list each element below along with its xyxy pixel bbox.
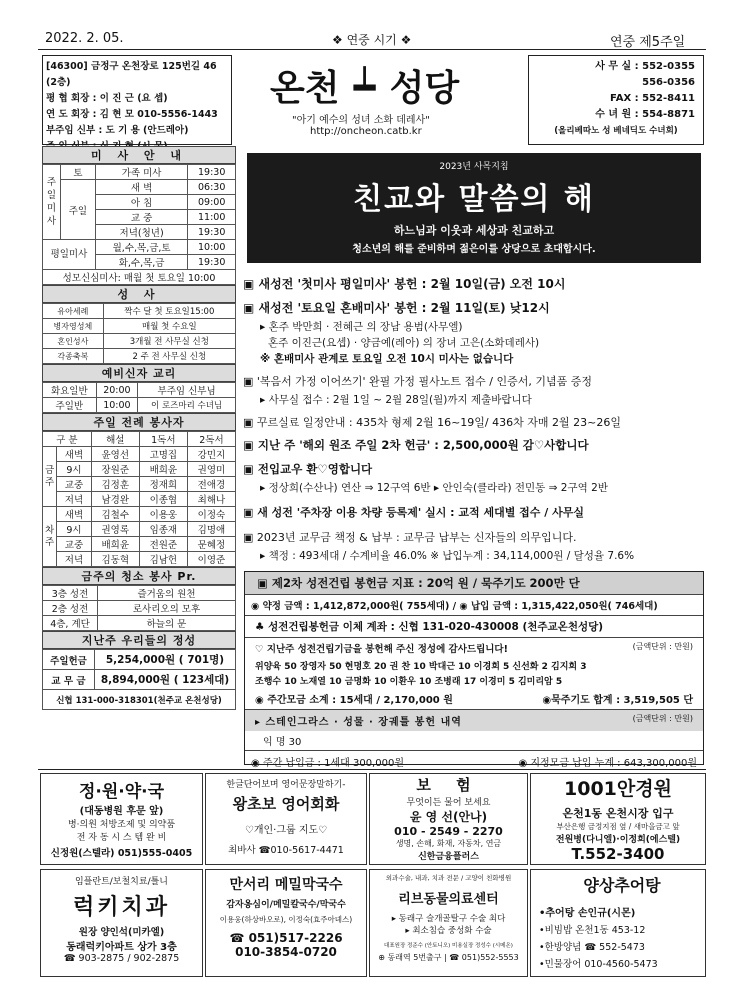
cleaning-table: 3층 성전 즐거움의 원천 2층 성전 로사리오의 모후 4층, 계단 하늘의 문 xyxy=(42,585,236,631)
offering-title: 지난주 우리들의 정성 xyxy=(42,631,236,649)
building-thanks: ♡ 지난주 성전건립기금을 봉헌해 주신 정성에 감사드립니다! xyxy=(255,644,508,655)
cleaning-title: 금주의 청소 봉사 Pr. xyxy=(42,567,236,585)
ad-pharmacy: 정·원·약·국 (대동병원 후문 앞) 병·의원 처방조제 및 의약품 전 자 동 시 스 템 완 비 신정원(스텔라) 051)555-0405 xyxy=(40,773,203,865)
notice-1: ▣ 새성전 '첫미사 평일미사' 봉헌 : 2월 10일(금) 오전 10시 xyxy=(243,277,566,291)
website[interactable]: http://oncheon.catb.kr xyxy=(310,126,422,137)
motto: "아기 예수의 성녀 소화 데레사" xyxy=(292,115,430,126)
notice-2-detail-2: 혼주 이진근(요셉) · 양금예(레아) 의 장녀 고은(소화데레사) xyxy=(268,337,540,349)
ad-chueotang: 양상추어탕 •추어탕 손인규(시몬) •비빔밥 온천1동 453-12 •한방양념 ☎ 552-5473 •민물장어 010-4560-5473 xyxy=(530,869,706,977)
mass-title: 미 사 안 내 xyxy=(42,146,236,164)
contact-box: 사 무 실 : 552-0355 556-0356 FAX : 552-8411 수 녀 원 : 554-8871 (올리베따노 성 베네딕도 수녀회) xyxy=(528,55,704,145)
date: 2022. 2. 05. xyxy=(45,31,124,46)
notice-3: ▣ '복음서 가정 이어쓰기' 완필 가정 필사노트 접수 / 인증서, 기념품 증정 xyxy=(243,375,593,388)
season: ❖ 연중 시기 ❖ xyxy=(332,33,412,47)
mass-table: 주일미사 토 가족 미사 19:30 주일 새 벽 06:30 아 침 09:00 교 중 11:00 저녁(청년) 19:30 평일미사 월,수,목,금,토 10:00 화,수,목,금 19:30 성모신심미사: 매월 첫 토요일 10:00 xyxy=(42,164,236,285)
notice-6-detail: ▸ 정상희(수산나) 연산 ⇒ 12구역 6반 ▸ 안인숙(클라라) 전민동 ⇒ 2구역 2반 xyxy=(260,482,608,494)
ad-noodles: 만서리 메밀막국수 감자옹심이/메밀칼국수/막국수 이용웅(하상바오로), 이정숙(효주아녜스) ☎ 051)517-2226 010-3854-0720 xyxy=(205,869,367,977)
ad-english: 한글단어보며 영어문장말하기- 왕초보 영어회화 ♡개인·그룹 지도♡ 최바사 ☎010-5617-4471 xyxy=(205,773,367,865)
notice-2-detail-3: ※ 혼배미사 관계로 토요일 오전 10시 미사는 없습니다 xyxy=(260,353,514,365)
catechumen-title: 예비신자 교리 xyxy=(42,364,236,382)
servers-table: 구 분 해설 1독서 2독서 금주 새벽 윤영선 고명집 강민지 9시 장원준 배희윤 권영미 교중 김정훈 정재희 전애경 저녁 남경완 이종협 최해나 차주 새벽 김철수 이용웅 이정숙 9시 권영록 임종재 김명애 교중 배희윤 전원준 문혜정 저녁 김동혁 김남헌 이영준 xyxy=(42,431,236,567)
notice-2-detail-1: ▸ 혼주 박만희 · 전혜근 의 장남 용범(사무엘) xyxy=(260,321,463,333)
cross-icon: ┷ xyxy=(353,67,376,109)
pastoral-banner: 2023년 사목지침 친교와 말씀의 해 하느님과 이웃과 세상과 친교하고 청소년의 해를 준비하며 젊은이를 상당으로 초대합시다. xyxy=(247,153,701,263)
ad-optician: 1001안경원 온천1동 온천시장 입구 부산은행 금정지점 옆 / 새마을금고 앞 전원병(다니엘)·이정희(에스텔) T.552-3400 xyxy=(530,773,706,865)
ad-insurance: 보 험 무엇이든 물어 보세요 윤 영 선(안나) 010 - 2549 - 2270 생명, 손해, 화재, 자동차, 연금 신한금융플러스 xyxy=(369,773,528,865)
donors-line-2: 조행수 10 노재열 10 금명화 10 이환우 10 조병래 17 이경미 5 김미리암 5 xyxy=(255,677,563,687)
sacrament-table: 유아세례 짝수 달 첫 토요일15:00 병자영성체 매월 첫 수요일 혼인성사 3개월 전 사무실 신청 각종축복 2 주 전 사무실 신청 xyxy=(42,303,236,364)
notice-3-detail: ▸ 사무실 접수 : 2월 1일 ~ 2월 28일(월)까지 제출바랍니다 xyxy=(260,394,532,406)
week: 연중 제5주일 xyxy=(610,35,686,50)
ad-animal-hospital: 외과수술, 내과, 치과 전문 / 고양이 친화병원 리브동물의료센터 ▸ 동래구 슬개골탈구 수술 최다 ▸ 최소침습 중성화 수술 대표원장 정준수 (안토니오) 미용실장 정성수 (시메온) ⊕ 동래역 5번출구 | ☎ 051)552-5553 xyxy=(369,869,528,977)
notice-7: ▣ 새 성전 '주차장 이용 차량 등록제' 실시 : 교적 세대별 접수 / 사무실 xyxy=(243,506,584,519)
building-title: ▣ 제2차 성전건립 봉헌금 지표 : 20억 원 / 묵주기도 200만 단 xyxy=(245,572,703,595)
servers-title: 주일 전례 봉사자 xyxy=(42,413,236,431)
church-title: 온천 ┷ 성당 xyxy=(270,67,460,109)
building-account: ♣ 성전건립봉헌금 이체 계좌 : 신협 131-020-430008 (천주교온천성당) xyxy=(245,616,703,638)
parish-info: [46300] 금정구 온천장로 125번길 46 (2층) 평 협 회장 : 이 진 근 (요 셉) 연 도 회장 : 김 현 모 010-5556-1443 부주임 신부 : 도 기 용 (안드레아) xyxy=(42,55,232,145)
offering-table: 주일헌금 5,254,000원 ( 701명) 교 무 금 8,894,000원 ( 123세대) 신협 131-000-318301(천주교 온천성당) xyxy=(42,649,236,710)
notice-5: ▣ 지난 주 '해외 원조 주일 2차 헌금' : 2,500,000원 감♡사합니다 xyxy=(243,438,589,452)
donors-line-1: 위양육 50 장영자 50 현명호 20 권 찬 10 박대근 10 이경희 5 신선화 2 김지희 3 xyxy=(255,662,587,672)
building-pledge: ◉ 약정 금액 : 1,412,872,000원( 755세대) / ◉ 납입 금액 : 1,315,422,050원( 746세대) xyxy=(245,595,703,616)
sacrament-title: 성 사 xyxy=(42,285,236,303)
notice-4: ▣ 꾸르실료 일정안내 : 435차 형제 2월 16~19일/ 436차 자매 2월 23~26일 xyxy=(243,416,621,429)
notice-2: ▣ 새성전 '토요일 혼배미사' 봉헌 : 2월 11일(토) 낮12시 xyxy=(243,301,550,315)
notice-8: ▣ 2023년 교무금 책정 & 납부 : 교무금 납부는 신자들의 의무입니다. xyxy=(243,531,577,544)
ad-dental: 임플란트/보철치료/틀니 럭키치과 원장 양인석(미카엘) 동래럭키아파트 상가 3층 ☎ 903-2875 / 902-2875 xyxy=(40,869,203,977)
building-fund-box: ▣ 제2차 성전건립 봉헌금 지표 : 20억 원 / 묵주기도 200만 단 ◉ 약정 금액 : 1,412,872,000원( 755세대) / ◉ 납입 금액 : 1,315,422,050원( 746세대) ♣ 성전건립봉헌금 이체 계좌 : 신협 131-020-430008 (천주교온천성당) ♡ 지난주 성전건립기금을 봉헌해 주신 정성에 감사드립니다! (금액단위 : 만원) 위양육 50 장영자 50 현명호 20 권 찬 10 박대근 10 이경희 5 신선화 2 김지희 3 조행수 10 노재열 10 금명화 10 이환우 10 조병래 17 이경미 5 김미리암 5 ◉ 주간모금 소계 : 15세대 / 2,170,000 원 ◉묵주기도 합계 : 3,519,505 단 ▸ 스테인그라스 · 성물 · 장궤틀 봉헌 내역 (금액단위 : 만원) 익 명 30 ◉ 주간 납입금 : 1세대 300,000원 ◉ 지정모금 납입 누계 : 643,300,000원 xyxy=(244,571,704,765)
notice-6: ▣ 전입교우 환♡영합니다 xyxy=(243,462,373,476)
notice-8-detail: ▸ 책정 : 493세대 / 수계비율 46.0% ※ 납입누계 : 34,114,000원 / 달성율 7.6% xyxy=(260,550,635,562)
catechumen-table: 화요일반 20:00 부주임 신부님 주일반 10:00 이 로즈마리 수녀님 xyxy=(42,382,236,413)
